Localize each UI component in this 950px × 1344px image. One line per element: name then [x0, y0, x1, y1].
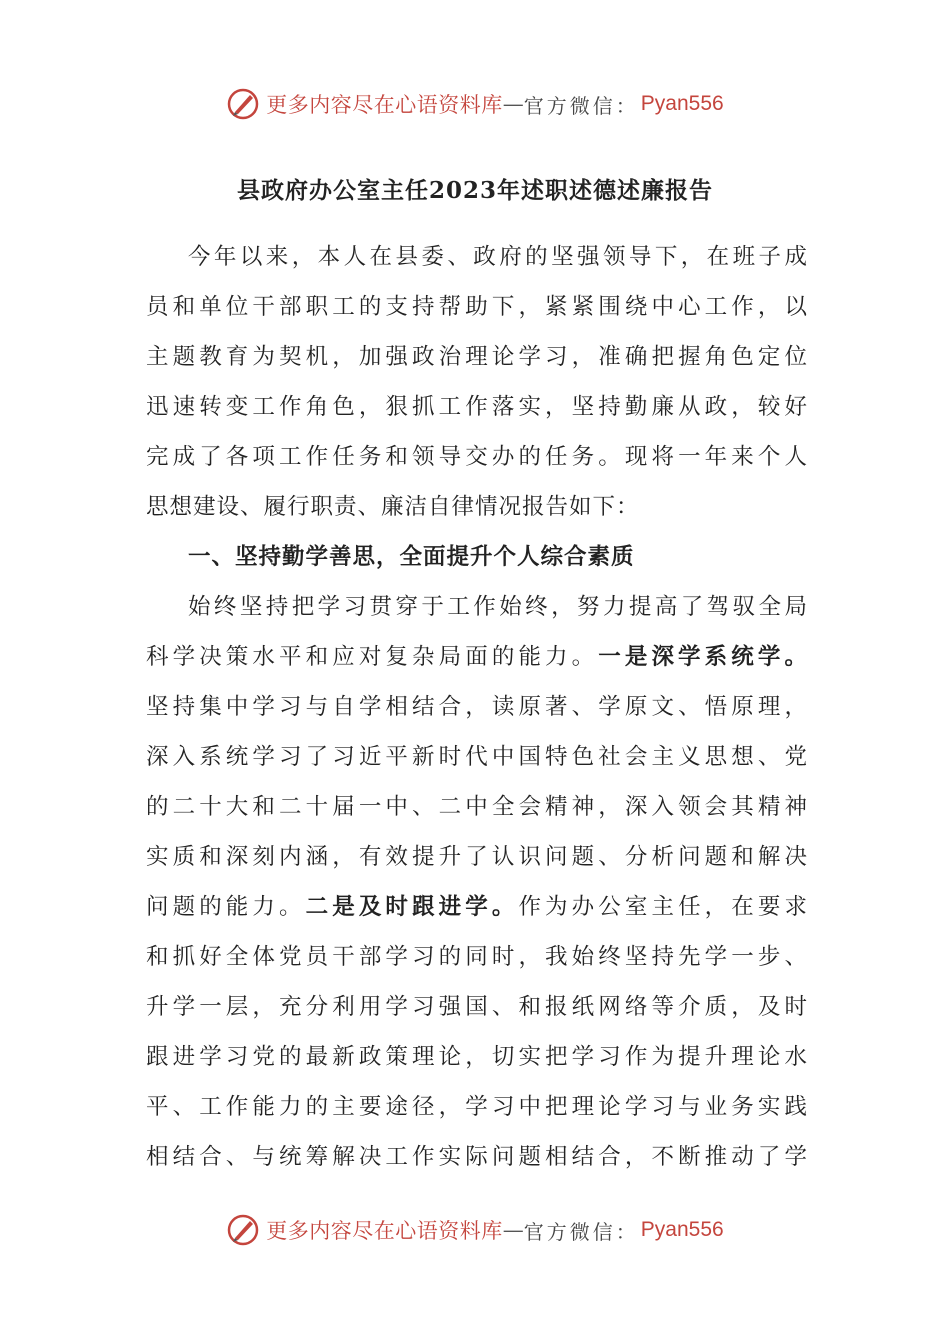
banner-dash: — — [502, 92, 524, 116]
text-span: 科学决策水平和应对复杂局面的能力。 — [146, 644, 599, 670]
quill-logo-icon — [226, 87, 260, 121]
text-line: 深入系统学习了习近平新时代中国特色社会主义思想、党 — [146, 744, 808, 770]
banner-wechat-id: Pyan556 — [640, 1218, 724, 1241]
banner-main-text: 更多内容尽在心语资料库 — [266, 1219, 503, 1243]
document-body — [146, 232, 808, 1182]
page-title: 县政府办公室主任2023年述职述德述廉报告 — [236, 177, 713, 204]
header-banner — [0, 84, 950, 124]
bold-phrase: 一是深学系统学。 — [598, 644, 808, 670]
text-line — [146, 882, 808, 932]
text-span: 作为办公室主任，在要求 — [518, 894, 808, 920]
footer-banner — [0, 1210, 950, 1250]
text-line: 实质和深刻内涵，有效提升了认识问题、分析问题和解决 — [146, 844, 808, 870]
quill-logo-icon — [226, 1213, 260, 1247]
banner-wechat-id: Pyan556 — [640, 92, 724, 115]
text-line: 主题教育为契机，加强政治理论学习，准确把握角色定位 — [146, 344, 808, 370]
banner-main-text: 更多内容尽在心语资料库 — [266, 93, 503, 117]
text-line: 坚持集中学习与自学相结合，读原著、学原文、悟原理， — [146, 694, 808, 720]
bold-phrase: 二是及时跟进学。 — [305, 894, 519, 920]
text-line: 始终坚持把学习贯穿于工作始终，努力提高了驾驭全局 — [188, 594, 808, 620]
text-line: 思想建设、履行职责、廉洁自律情况报告如下： — [146, 494, 640, 520]
text-line: 相结合、与统筹解决工作实际问题相结合，不断推动了学 — [146, 1144, 808, 1170]
banner-wechat-label: 官方微信： — [523, 93, 639, 118]
text-line: 和抓好全体党员干部学习的同时，我始终坚持先学一步、 — [146, 944, 808, 970]
text-line: 员和单位干部职工的支持帮助下，紧紧围绕中心工作，以 — [146, 294, 808, 320]
text-line: 的二十大和二十届一中、二中全会精神，深入领会其精神 — [146, 794, 808, 820]
banner-dash: — — [502, 1218, 524, 1242]
text-line: 升学一层，充分利用学习强国、和报纸网络等介质，及时 — [146, 994, 808, 1020]
text-span: 问题的能力。 — [146, 894, 306, 920]
section-heading: 一、坚持勤学善思，全面提升个人综合素质 — [188, 544, 635, 570]
text-line: 迅速转变工作角色，狠抓工作落实，坚持勤廉从政，较好 — [146, 394, 808, 420]
text-line: 完成了各项工作任务和领导交办的任务。现将一年来个人 — [146, 444, 808, 470]
banner-wechat-label: 官方微信： — [523, 1219, 639, 1244]
text-line: 平、工作能力的主要途径，学习中把理论学习与业务实践 — [146, 1094, 808, 1120]
text-line: 跟进学习党的最新政策理论，切实把学习作为提升理论水 — [146, 1044, 808, 1070]
text-line: 今年以来，本人在县委、政府的坚强领导下，在班子成 — [188, 244, 808, 270]
text-line — [146, 632, 808, 682]
